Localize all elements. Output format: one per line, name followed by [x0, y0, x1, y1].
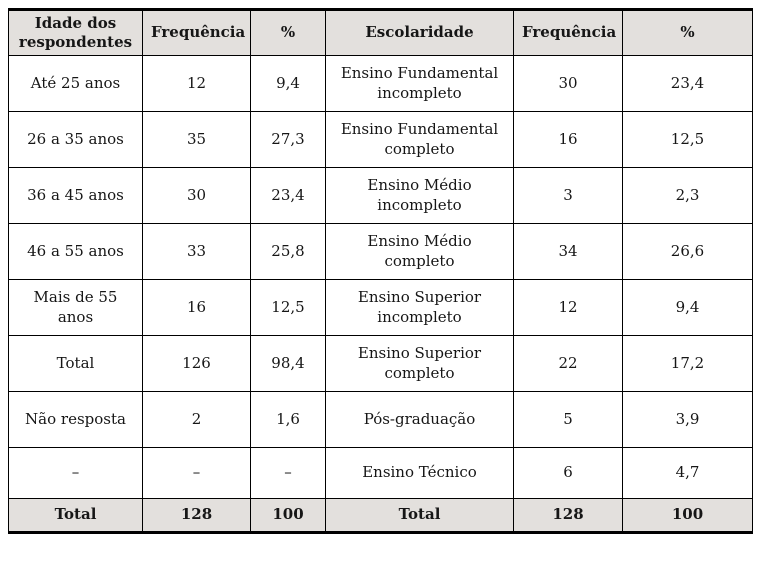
respondents-demographics-table	[8, 8, 753, 534]
education-total-percent-cell: 100	[623, 499, 753, 533]
education-label-cell: Pós-graduação	[326, 392, 514, 448]
education-label-cell: Ensino Fundamental incompleto	[326, 56, 514, 112]
age-percent-cell: 27,3	[251, 112, 326, 168]
age-label-cell: 26 a 35 anos	[9, 112, 143, 168]
education-frequency-cell: 6	[514, 448, 623, 499]
age-frequency-cell: 2	[143, 392, 251, 448]
education-percent-cell: 9,4	[623, 280, 753, 336]
education-percent-cell: 12,5	[623, 112, 753, 168]
education-label-cell: Ensino Superior completo	[326, 336, 514, 392]
education-frequency-cell: 12	[514, 280, 623, 336]
education-percent-cell: 2,3	[623, 168, 753, 224]
age-label-cell: Até 25 anos	[9, 56, 143, 112]
age-frequency-cell: 30	[143, 168, 251, 224]
education-frequency-cell: 22	[514, 336, 623, 392]
education-total-label-cell: Total	[326, 499, 514, 533]
col-header-idade: Idade dos respondentes	[9, 10, 143, 56]
age-frequency-cell: 35	[143, 112, 251, 168]
age-percent-cell: 23,4	[251, 168, 326, 224]
education-label-cell: Ensino Superior incompleto	[326, 280, 514, 336]
education-frequency-cell: 5	[514, 392, 623, 448]
education-frequency-cell: 34	[514, 224, 623, 280]
age-label-cell: Mais de 55 anos	[9, 280, 143, 336]
age-percent-cell: 25,8	[251, 224, 326, 280]
age-empty-cell: –	[9, 448, 143, 499]
age-percent-cell: 9,4	[251, 56, 326, 112]
education-percent-cell: 3,9	[623, 392, 753, 448]
education-label-cell: Ensino Médio completo	[326, 224, 514, 280]
header-row	[9, 10, 753, 56]
education-frequency-cell: 16	[514, 112, 623, 168]
education-percent-cell: 26,6	[623, 224, 753, 280]
col-header-escolaridade: Escolaridade	[326, 10, 514, 56]
education-label-cell: Ensino Fundamental completo	[326, 112, 514, 168]
table-row	[9, 280, 753, 336]
age-label-cell: 46 a 55 anos	[9, 224, 143, 280]
age-empty-frequency-cell: –	[143, 448, 251, 499]
table-row	[9, 168, 753, 224]
age-total-label-cell: Total	[9, 499, 143, 533]
col-header-percent-escolaridade: %	[623, 10, 753, 56]
education-percent-cell: 23,4	[623, 56, 753, 112]
col-header-frequencia-idade: Frequência	[143, 10, 251, 56]
education-percent-cell: 17,2	[623, 336, 753, 392]
education-percent-cell: 4,7	[623, 448, 753, 499]
age-frequency-cell: 12	[143, 56, 251, 112]
table-row	[9, 112, 753, 168]
education-total-frequency-cell: 128	[514, 499, 623, 533]
age-percent-cell: 12,5	[251, 280, 326, 336]
table-row	[9, 392, 753, 448]
col-header-percent-idade: %	[251, 10, 326, 56]
age-label-cell: 36 a 45 anos	[9, 168, 143, 224]
col-header-frequencia-escolaridade: Frequência	[514, 10, 623, 56]
table-row	[9, 336, 753, 392]
age-subtotal-percent-cell: 98,4	[251, 336, 326, 392]
education-label-cell: Ensino Técnico	[326, 448, 514, 499]
table-row	[9, 448, 753, 499]
age-subtotal-frequency-cell: 126	[143, 336, 251, 392]
education-label-cell: Ensino Médio incompleto	[326, 168, 514, 224]
age-empty-percent-cell: –	[251, 448, 326, 499]
age-frequency-cell: 33	[143, 224, 251, 280]
age-subtotal-label-cell: Total	[9, 336, 143, 392]
age-total-frequency-cell: 128	[143, 499, 251, 533]
education-frequency-cell: 3	[514, 168, 623, 224]
total-row	[9, 499, 753, 533]
age-frequency-cell: 16	[143, 280, 251, 336]
age-label-cell: Não resposta	[9, 392, 143, 448]
age-percent-cell: 1,6	[251, 392, 326, 448]
age-total-percent-cell: 100	[251, 499, 326, 533]
table-row	[9, 56, 753, 112]
education-frequency-cell: 30	[514, 56, 623, 112]
table-row	[9, 224, 753, 280]
